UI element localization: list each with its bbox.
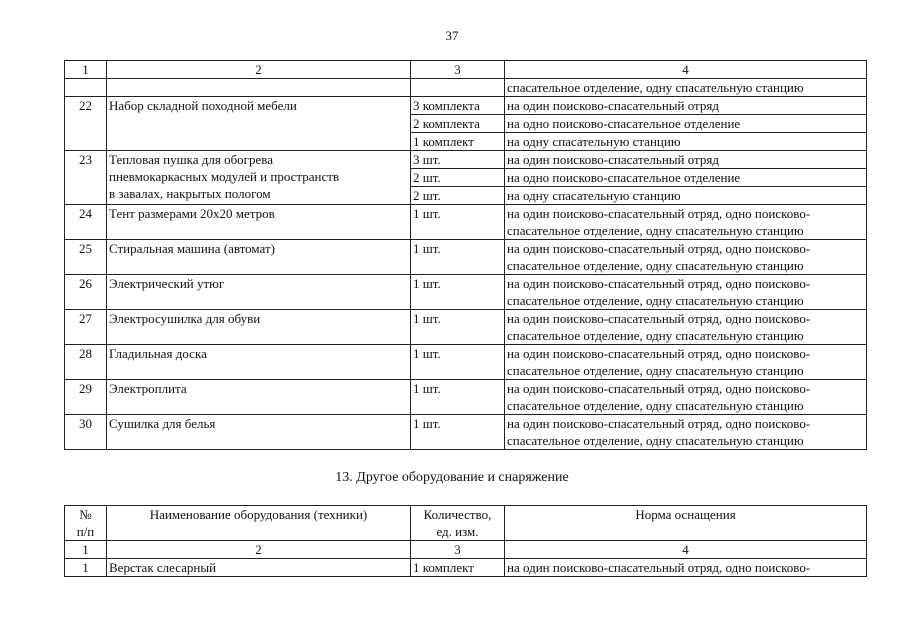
header-line: ед. изм. (436, 524, 479, 539)
table-header-row (65, 506, 867, 541)
col-number-cell: 1 (65, 541, 107, 559)
item-name: Гладильная доска (107, 345, 411, 380)
header-name: Наименование оборудования (техники) (107, 506, 411, 541)
norm-cell: на один поисково-спасательный отряд, одно поисково- (505, 559, 867, 577)
row-number: 23 (65, 151, 107, 205)
qty-cell: 1 шт. (411, 240, 505, 275)
norm-line: спасательное отделение, одну спасательную станцию (507, 398, 804, 413)
item-name: Электроплита (107, 380, 411, 415)
norm-line: спасательное отделение, одну спасательную станцию (507, 328, 804, 343)
column-number-row (65, 61, 867, 79)
table-row (65, 345, 867, 380)
row-number: 22 (65, 97, 107, 151)
item-name: Верстак слесарный (107, 559, 411, 577)
norm-cell (505, 205, 867, 240)
item-name-line: в завалах, накрытых пологом (109, 186, 271, 201)
qty-cell: 1 комплект (411, 133, 505, 151)
norm-line: на один поисково-спасательный отряд, одно поисково- (507, 381, 811, 396)
col-number-cell: 3 (411, 61, 505, 79)
header-num (65, 506, 107, 541)
header-qty (411, 506, 505, 541)
item-name: Стиральная машина (автомат) (107, 240, 411, 275)
table-row (65, 151, 867, 169)
norm-line: на один поисково-спасательный отряд, одно поисково- (507, 311, 811, 326)
qty-cell: 3 шт. (411, 151, 505, 169)
qty-cell: 1 шт. (411, 345, 505, 380)
other-equipment-table (64, 505, 867, 577)
header-line: п/п (76, 524, 95, 539)
row-number: 25 (65, 240, 107, 275)
col-number-cell: 4 (505, 541, 867, 559)
item-name: Электрический утюг (107, 275, 411, 310)
col-number-cell: 1 (65, 61, 107, 79)
qty-cell: 1 шт. (411, 205, 505, 240)
norm-cell: спасательное отделение, одну спасательную станцию (505, 79, 867, 97)
norm-line: на один поисково-спасательный отряд, одно поисково- (507, 241, 811, 256)
norm-cell (505, 345, 867, 380)
item-name: Электросушилка для обуви (107, 310, 411, 345)
norm-cell: на один поисково-спасательный отряд (505, 151, 867, 169)
norm-cell (505, 415, 867, 450)
norm-line: на один поисково-спасательный отряд, одно поисково- (507, 206, 811, 221)
col-number-cell: 2 (107, 61, 411, 79)
table-row (65, 275, 867, 310)
norm-line: спасательное отделение, одну спасательную станцию (507, 433, 804, 448)
norm-line: спасательное отделение, одну спасательную станцию (507, 363, 804, 378)
item-name-line: пневмокаркасных модулей и пространств (109, 169, 340, 184)
row-number: 29 (65, 380, 107, 415)
norm-cell: на одну спасательную станцию (505, 133, 867, 151)
norm-cell: на один поисково-спасательный отряд (505, 97, 867, 115)
row-number: 1 (65, 559, 107, 577)
row-number: 26 (65, 275, 107, 310)
norm-cell: на одно поисково-спасательное отделение (505, 115, 867, 133)
item-name (107, 151, 411, 205)
table-row (65, 205, 867, 240)
row-number: 24 (65, 205, 107, 240)
column-number-row (65, 541, 867, 559)
section-title: 13. Другое оборудование и снаряжение (335, 470, 569, 485)
norm-line: спасательное отделение, одну спасательную станцию (507, 258, 804, 273)
qty-cell: 1 шт. (411, 310, 505, 345)
norm-line: на один поисково-спасательный отряд, одно поисково- (507, 276, 811, 291)
norm-line: на один поисково-спасательный отряд, одно поисково- (507, 346, 811, 361)
qty-cell: 2 шт. (411, 169, 505, 187)
norm-line: спасательное отделение, одну спасательную станцию (507, 293, 804, 308)
qty-cell: 1 комплект (411, 559, 505, 577)
table-row (65, 310, 867, 345)
table-row (65, 380, 867, 415)
item-name: Набор складной походной мебели (107, 97, 411, 151)
norm-cell (505, 275, 867, 310)
item-name-line: Тепловая пушка для обогрева (109, 152, 274, 167)
table-row (65, 415, 867, 450)
header-line: № (79, 507, 92, 522)
table-row (65, 240, 867, 275)
qty-cell: 1 шт. (411, 275, 505, 310)
row-number: 27 (65, 310, 107, 345)
table-row (65, 97, 867, 115)
equipment-table-continued (64, 60, 867, 450)
norm-cell: на одну спасательную станцию (505, 187, 867, 205)
col-number-cell: 3 (411, 541, 505, 559)
header-line: Количество, (423, 507, 492, 522)
norm-cell (505, 240, 867, 275)
qty-cell: 1 шт. (411, 415, 505, 450)
norm-cell: на одно поисково-спасательное отделение (505, 169, 867, 187)
item-name: Тент размерами 20х20 метров (107, 205, 411, 240)
table-row (65, 79, 867, 97)
row-number: 28 (65, 345, 107, 380)
table-row (65, 559, 867, 577)
col-number-cell: 2 (107, 541, 411, 559)
norm-cell (505, 380, 867, 415)
qty-cell: 1 шт. (411, 380, 505, 415)
norm-line: на один поисково-спасательный отряд, одно поисково- (507, 416, 811, 431)
page-number: 37 (445, 28, 459, 43)
norm-line: спасательное отделение, одну спасательную станцию (507, 223, 804, 238)
header-norm: Норма оснащения (505, 506, 867, 541)
item-name: Сушилка для белья (107, 415, 411, 450)
norm-cell (505, 310, 867, 345)
qty-cell: 2 комплекта (411, 115, 505, 133)
qty-cell: 2 шт. (411, 187, 505, 205)
qty-cell: 3 комплекта (411, 97, 505, 115)
col-number-cell: 4 (505, 61, 867, 79)
row-number: 30 (65, 415, 107, 450)
